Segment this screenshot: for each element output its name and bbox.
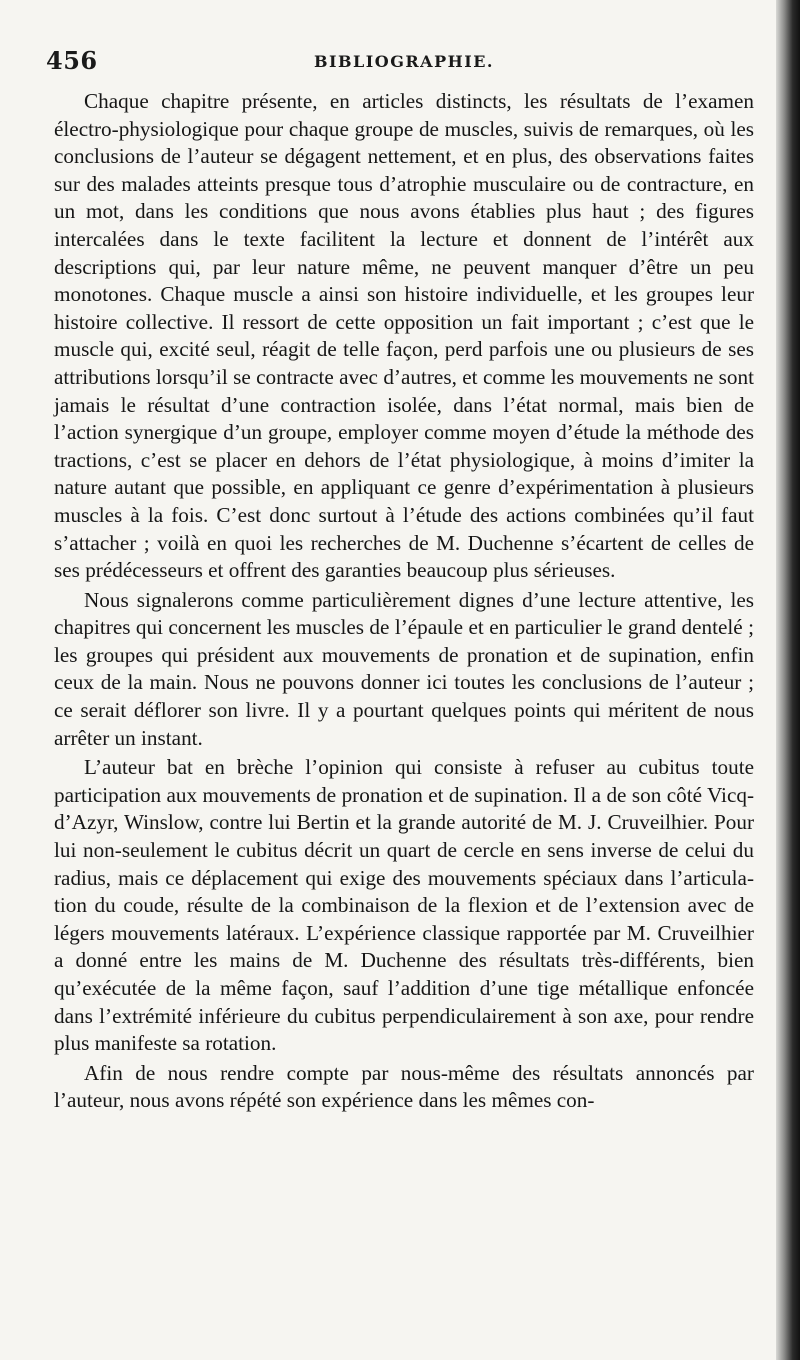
page-header (46, 40, 752, 80)
page-edge-shadow (776, 0, 800, 1360)
paragraph: Chaque chapitre présente, en articles distincts, les résultats de l’examen électro-physiologique pour chaque groupe de muscles, suivis de remarques, où les conclusions de l’auteur se dégagent nettement, et en plus, des observations faites sur des malades atteints presque tous d’atrophie musculaire ou de contracture, en un mot, dans les conditions que nous avons établies plus haut ; des figures intercalées dans le texte facilitent la lecture et donnent de l’intérêt aux descriptions qui, par leur nature même, ne peuvent manquer d’être un peu monotones. Chaque muscle a ainsi son histoire individuelle, et les groupes leur histoire collective. Il ressort de cette opposition un fait important ; c’est que le muscle qui, excité seul, réagit de telle façon, perd parfois une ou plusieurs de ses attributions lorsqu’il se contracte avec d’autres, et comme les mouvements ne sont jamais le résultat d’une contraction isolée, dans l’état normal, mais bien de l’action synergique d’un groupe, employer comme moyen d’étude la méthode des tractions, c’est se placer en dehors de l’état physiologique, à moins d’imiter la nature autant que possible, en appliquant ce genre d’expérimentation à plusieurs muscles à la fois. C’est donc surtout à l’étude des actions combinées qu’il faut s’attacher ; voilà en quoi les recherches de M. Duchenne s’écartent de celles de ses prédécesseurs et offrent des garanties beaucoup plus sérieuses. (54, 89, 754, 583)
running-title: BIBLIOGRAPHIE. (314, 52, 494, 71)
paragraph: Nous signalerons comme particulièrement dignes d’une lecture attentive, les chapitres qui concernent les muscles de l’épaule et en particulier le grand dentelé ; les groupes qui président aux mouvements de pronation et de supination, enfin ceux de la main. Nous ne pouvons donner ici toutes les conclusions de l’auteur ; ce serait déflorer son livre. Il y a pourtant quelques points qui méritent de nous arrêter un instant. (54, 587, 754, 750)
body-text (54, 88, 754, 1117)
paragraph: L’auteur bat en brèche l’opinion qui consiste à refuser au cubitus toute participation aux mouvements de pronation et de supination. Il a de son côté Vicq-d’Azyr, Winslow, contre lui Bertin et la grande autorité de M. J. Cruveilhier. Pour lui non-seulement le cubitus décrit un quart de cercle en sens inverse de celui du radius, mais ce déplacement qui exige des mouvements spéciaux dans l’articulation du coude, résulte de la combinaison de la flexion et de l’extension avec de légers mouvements latéraux. L’expérience classique rapportée par M. Cruveilhier a donné entre les mains de M. Duchenne des résultats très-différents, bien qu’exécutée de la même façon, sauf l’addition d’une tige métallique enfoncée dans l’extrémité inférieure du cubitus perpendiculairement à son axe, pour rendre plus manifeste sa rotation. (54, 755, 754, 1056)
page-number: 456 (46, 46, 98, 75)
paragraph: Afin de nous rendre compte par nous-même des résultats annoncés par l’auteur, nous avons répété son expérience dans les mêmes con- (54, 1060, 754, 1113)
